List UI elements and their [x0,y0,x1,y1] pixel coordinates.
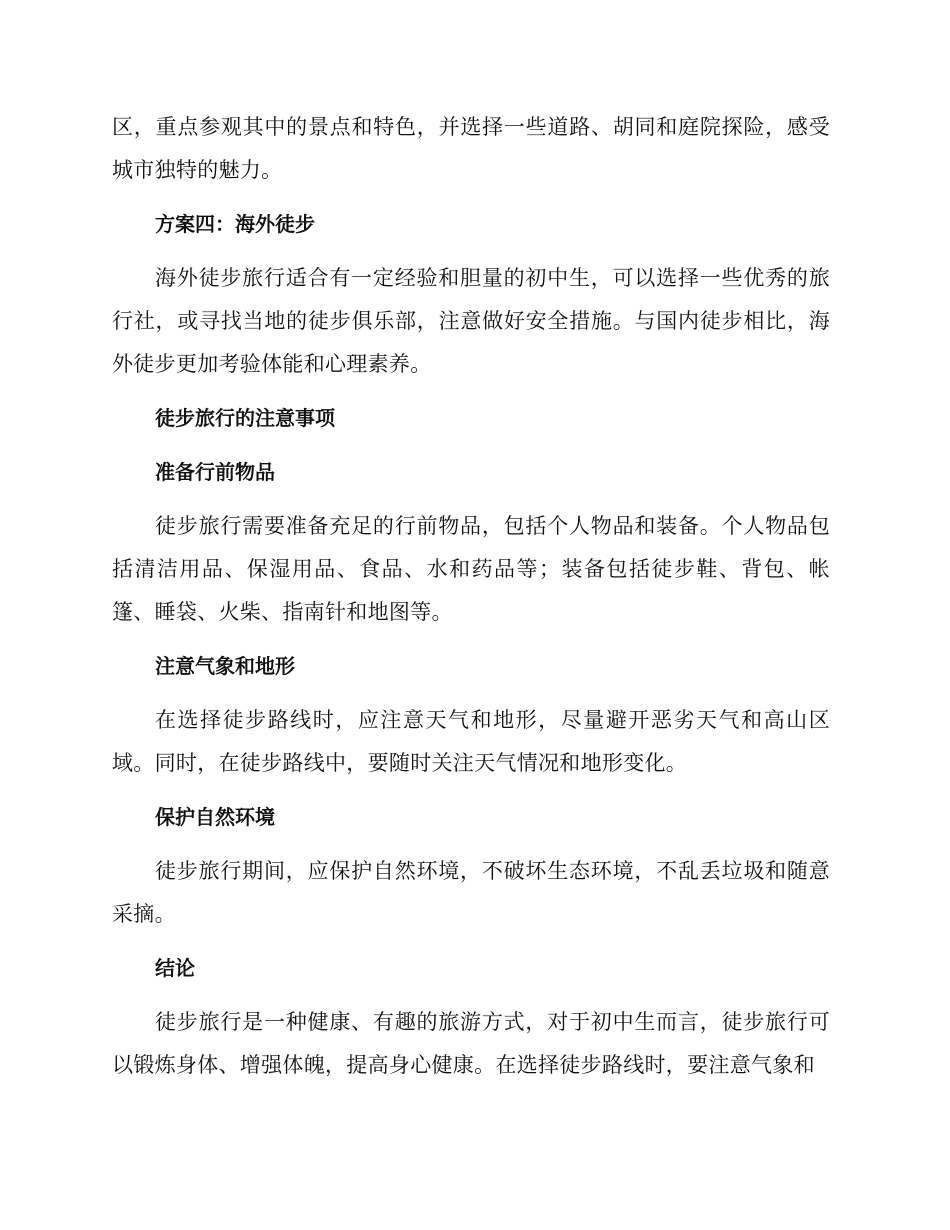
document-page [112,106,830,1087]
paragraph-prepare: 徒步旅行需要准备充足的行前物品，包括个人物品和装备。个人物品包括清洁用品、保湿用品、食品、水和药品等；装备包括徒步鞋、背包、帐篷、睡袋、火柴、指南针和地图等。 [112,514,830,624]
heading-nature: 保护自然环境 [155,805,275,829]
paragraph-nature: 徒步旅行期间，应保护自然环境，不破坏生态环境，不乱丢垃圾和随意采摘。 [112,859,830,926]
paragraph-weather: 在选择徒步路线时，应注意天气和地形，尽量避开恶劣天气和高山区域。同时，在徒步路线中，要随时关注天气情况和地形变化。 [112,708,830,775]
heading-weather: 注意气象和地形 [155,654,295,678]
paragraph-continued: 区，重点参观其中的景点和特色，并选择一些道路、胡同和庭院探险，感受城市独特的魅力。 [112,115,830,182]
paragraph-plan-four: 海外徒步旅行适合有一定经验和胆量的初中生，可以选择一些优秀的旅行社，或寻找当地的徒步俱乐部，注意做好安全措施。与国内徒步相比，海外徒步更加考验体能和心理素养。 [112,266,830,376]
heading-prepare: 准备行前物品 [155,460,275,484]
paragraph-conclusion: 徒步旅行是一种健康、有趣的旅游方式，对于初中生而言，徒步旅行可以锻炼身体、增强体魄，提高身心健康。在选择徒步路线时，要注意气象和 [112,1010,830,1077]
heading-conclusion: 结论 [155,956,195,980]
heading-plan-four: 方案四：海外徒步 [155,212,315,236]
heading-notes: 徒步旅行的注意事项 [155,406,335,430]
